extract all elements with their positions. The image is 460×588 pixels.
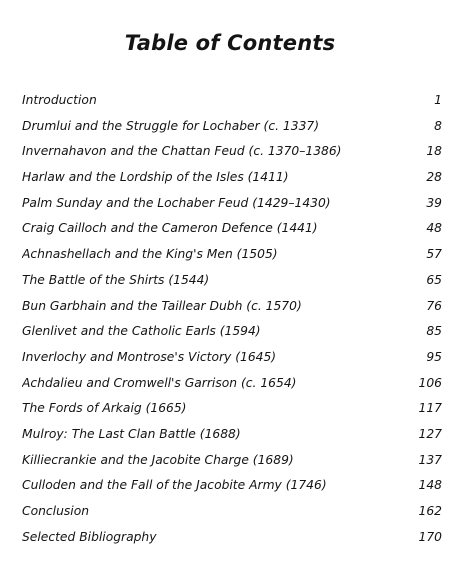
toc-entry	[22, 499, 442, 525]
toc-entry-page: 8	[434, 118, 442, 133]
toc-entry	[22, 448, 442, 474]
toc-entry-page: 57	[426, 247, 442, 262]
toc-entry-title: The Battle of the Shirts (1544)	[22, 272, 210, 287]
toc-entry-title: Glenlivet and the Catholic Earls (1594)	[22, 324, 261, 339]
toc-entry	[22, 191, 442, 217]
toc-entry-title: Invernahavon and the Chattan Feud (c. 1370–1386)	[22, 144, 342, 159]
toc-entry	[22, 268, 442, 294]
toc-entry-page: 18	[426, 144, 442, 159]
toc-entry-page: 65	[426, 272, 442, 287]
toc-entry-title: Culloden and the Fall of the Jacobite Army (1746)	[22, 478, 327, 493]
toc-entry-title: Bun Garbhain and the Taillear Dubh (c. 1570)	[22, 298, 302, 313]
toc-entry-page: 148	[418, 478, 442, 493]
toc-entry	[22, 216, 442, 242]
toc-entry-page: 162	[418, 504, 442, 518]
toc-entry-page: 28	[426, 170, 442, 185]
toc-entry-title: The Fords of Arkaig (1665)	[22, 401, 187, 416]
toc-entry-page: 1	[434, 93, 442, 107]
table-of-contents	[22, 88, 442, 550]
toc-entry	[22, 473, 442, 499]
toc-entry-title: Drumlui and the Struggle for Lochaber (c. 1337)	[22, 118, 320, 133]
toc-entry	[22, 422, 442, 448]
toc-entry-page: 85	[426, 324, 442, 339]
toc-entry	[22, 242, 442, 268]
toc-entry-page: 39	[426, 195, 442, 210]
toc-entry-title: Selected Bibliography	[22, 529, 157, 544]
toc-entry	[22, 114, 442, 140]
page-title: Table of Contents	[124, 31, 336, 55]
toc-entry-title: Killiecrankie and the Jacobite Charge (1689)	[22, 452, 294, 467]
toc-entry-page: 106	[418, 375, 442, 390]
toc-entry-page: 137	[418, 452, 442, 467]
toc-entry-title: Craig Cailloch and the Cameron Defence (1441)	[22, 221, 318, 236]
toc-entry-title: Mulroy: The Last Clan Battle (1688)	[22, 426, 241, 441]
toc-entry-page: 48	[426, 221, 442, 236]
toc-entry	[22, 319, 442, 345]
toc-entry	[22, 345, 442, 371]
toc-entry-page: 76	[426, 298, 442, 313]
toc-entry-page: 117	[418, 401, 442, 416]
toc-entry	[22, 396, 442, 422]
toc-entry-page: 95	[426, 349, 442, 364]
toc-entry-page: 127	[418, 426, 442, 441]
toc-entry-title: Conclusion	[22, 504, 90, 518]
toc-entry-page: 170	[418, 529, 442, 544]
toc-entry	[22, 525, 442, 551]
toc-entry	[22, 294, 442, 320]
toc-entry	[22, 88, 442, 114]
toc-entry-title: Introduction	[22, 93, 97, 107]
toc-entry	[22, 165, 442, 191]
toc-entry-title: Palm Sunday and the Lochaber Feud (1429–1430)	[22, 195, 331, 210]
toc-entry	[22, 371, 442, 397]
toc-entry-title: Inverlochy and Montrose's Victory (1645)	[22, 349, 277, 364]
toc-entry	[22, 139, 442, 165]
toc-entry-title: Achdalieu and Cromwell's Garrison (c. 1654)	[22, 375, 297, 390]
toc-entry-title: Harlaw and the Lordship of the Isles (1411)	[22, 170, 289, 185]
toc-entry-title: Achnashellach and the King's Men (1505)	[22, 247, 278, 262]
